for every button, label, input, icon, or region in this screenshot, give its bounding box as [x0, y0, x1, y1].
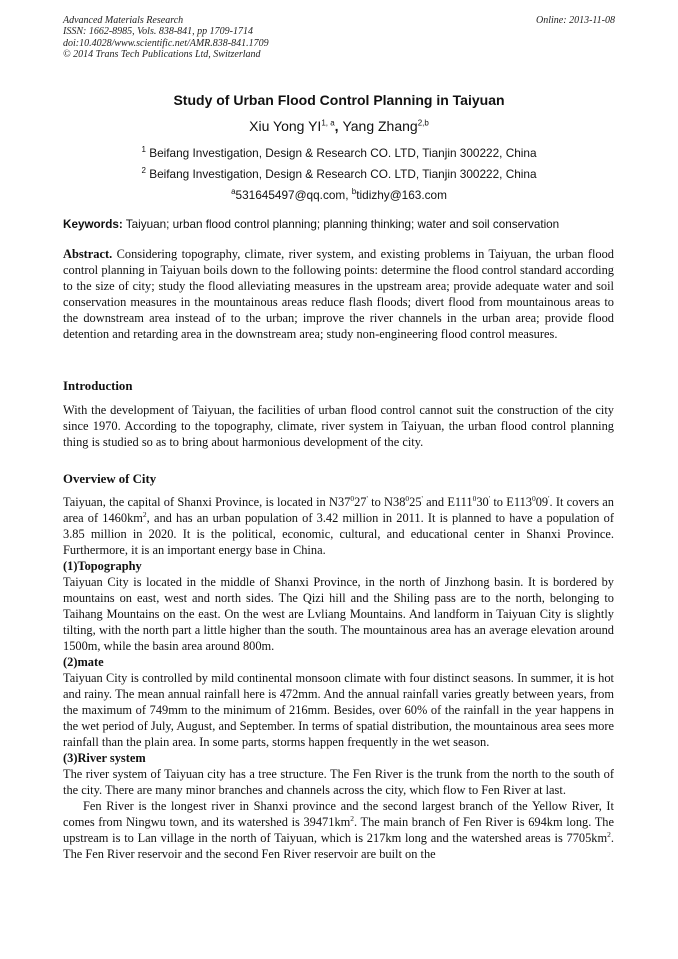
- email-a-sup: a: [231, 187, 236, 197]
- overview-text-4: 25: [409, 495, 422, 509]
- journal-doi: doi:10.4028/www.scientific.net/AMR.838-841.1709: [63, 37, 269, 49]
- fen-text-2: . The main branch of Fen River is 694km long. The upstream is to Lan village in the north of Taiyuan, which is 217km long and the watershed areas is 7705km: [63, 815, 614, 845]
- topography-text: Taiyuan City is located in the middle of Shanxi Province, in the north of Jinzhong basin. It is bordered by mountains on east, west and north sides. The Qizi hill and the Shiling pass are to the north, belonging to Taihang Mountains on the east. On the west are Lvliang Mountains. And landform in Taiyuan City is slightly tilting, with the north part a little higher than the south. The mountainous area has an average elevation around 1500m, while the basin area around 800m.: [63, 575, 614, 653]
- sup-9: 2: [142, 509, 147, 519]
- overview-paragraph: [63, 494, 614, 558]
- abstract: [63, 246, 614, 342]
- overview-text-9: . It covers an area of 1460km: [63, 495, 614, 525]
- introduction-heading: Introduction: [63, 379, 133, 393]
- author-2-sup: 2,b: [417, 118, 429, 128]
- overview-text-7: to E113: [490, 495, 532, 509]
- journal-copyright: © 2014 Trans Tech Publications Ltd, Switzerland: [63, 48, 261, 60]
- river-system-heading: (3)River system: [63, 751, 146, 765]
- affiliation-2-text: Beifang Investigation, Design & Research CO. LTD, Tianjin 300222, China: [149, 167, 537, 181]
- overview-text-2: 27: [354, 495, 367, 509]
- affiliation-1: [0, 146, 678, 160]
- journal-issn: ISSN: 1662-8985, Vols. 838-841, pp 1709-1714: [63, 26, 253, 38]
- author-line: [0, 118, 678, 134]
- online-date: Online: 2013-11-08: [536, 15, 615, 26]
- keywords-text: Taiyuan; urban flood control planning; planning thinking; water and soil conservation: [122, 218, 560, 231]
- sup-3: 0: [405, 493, 410, 503]
- keywords: [63, 218, 623, 231]
- fen-sup-1: 2: [350, 813, 355, 823]
- author-1-sup: 1, a: [321, 118, 335, 128]
- journal-header: [63, 15, 615, 60]
- author-separator: ,: [334, 118, 343, 134]
- overview-text-1: Taiyuan, the capital of Shanxi Province, is located in N37: [63, 495, 351, 509]
- email-line: [0, 188, 678, 202]
- overview-text-6: 30: [476, 495, 489, 509]
- abstract-label: Abstract.: [63, 247, 113, 261]
- affiliation-2-sup: 2: [141, 166, 146, 176]
- paper-title: Study of Urban Flood Control Planning in Taiyuan: [173, 92, 505, 108]
- fen-text-3: . The Fen River reservoir and the second Fen River reservoir are built on the: [63, 831, 614, 861]
- introduction-text: With the development of Taiyuan, the facilities of urban flood control cannot suit the construction of the city since 1970. According to the topography, climate, river system in Taiyuan, the urban flood control planning thing is studied so as to bring about harmonious development of the city.: [63, 403, 614, 449]
- overview-text-5: and E111: [422, 495, 473, 509]
- fen-text-1: Fen River is the longest river in Shanxi province and the second largest branch of the Yellow River, It comes from Ningwu town, and its watershed is 39471km: [63, 799, 614, 829]
- affiliation-1-text: Beifang Investigation, Design & Research CO. LTD, Tianjin 300222, China: [149, 146, 537, 160]
- author-2-name: Yang Zhang: [342, 118, 418, 134]
- climate-heading: (2)mate: [63, 655, 104, 669]
- abstract-text: Considering topography, climate, river system, and existing problems in Taiyuan, the urban flood control planning in Taiyuan boils down to the following points: determine the flood control standard according to the size of city; study the flood alleviating measures in the upstream area; provide adequate water and soil conservation measures in the mountainous areas reduce flash floods; divert flood from mountainous areas to the downstream area instead of to the urban; improve the river channels in the urban area; provide flood detention and retarding area in the downstream area; study non-engineering flood control measures.: [63, 247, 614, 341]
- overview-text-3: to N38: [367, 495, 406, 509]
- sup-7: 0: [531, 493, 536, 503]
- fen-sup-2: 2: [607, 829, 611, 839]
- sup-6: ': [488, 493, 491, 503]
- sup-2: ': [366, 493, 368, 503]
- overview-text-8: 09: [535, 495, 549, 509]
- fen-river-paragraph: [63, 798, 614, 862]
- overview-text-10: , and has an urban population of 3.42 million in 2011. It is planned to have a population of 3.85 million in 2020. It is the political, economic, cultural, and educational center in Shanxi Province. Furthermore, it is an important energy base in China.: [63, 511, 614, 557]
- introduction-section: [63, 402, 614, 450]
- journal-name: Advanced Materials Research: [63, 15, 184, 26]
- overview-section: [63, 494, 614, 862]
- affiliation-2: [0, 167, 678, 181]
- sup-4: ': [421, 493, 423, 503]
- email-b-sup: b: [351, 187, 357, 197]
- topography-heading: (1)Topography: [63, 559, 142, 573]
- author-1-name: Xiu Yong YI: [249, 118, 322, 134]
- email-a[interactable]: 531645497@qq.com,: [235, 188, 352, 202]
- sup-1: 0: [350, 493, 355, 503]
- sup-5: 0: [472, 493, 477, 503]
- river-system-text: The river system of Taiyuan city has a tree structure. The Fen River is the trunk from the north to the south of the city. There are many minor branches and channels across the city, which flow to Fen River at last.: [63, 767, 614, 797]
- climate-text: Taiyuan City is controlled by mild continental monsoon climate with four distinct seasons. In summer, it is hot and rainy. The mean annual rainfall here is 472mm. And the annual rainfall varies greatly between years, from the maximum of 749mm to the minimum of 216mm. Besides, over 60% of the rainfall in the year happens in the wet period of July, August, and September. In terms of spatial distribution, the mountainous area sees more rainfall than the plain area. In some parts, storms happen frequently in the wet season.: [63, 671, 614, 749]
- email-b[interactable]: tidizhy@163.com: [356, 188, 447, 202]
- sup-8: ': [548, 493, 550, 503]
- overview-heading: Overview of City: [63, 472, 157, 486]
- keywords-label: Keywords:: [63, 218, 123, 231]
- affiliation-1-sup: 1: [141, 145, 146, 155]
